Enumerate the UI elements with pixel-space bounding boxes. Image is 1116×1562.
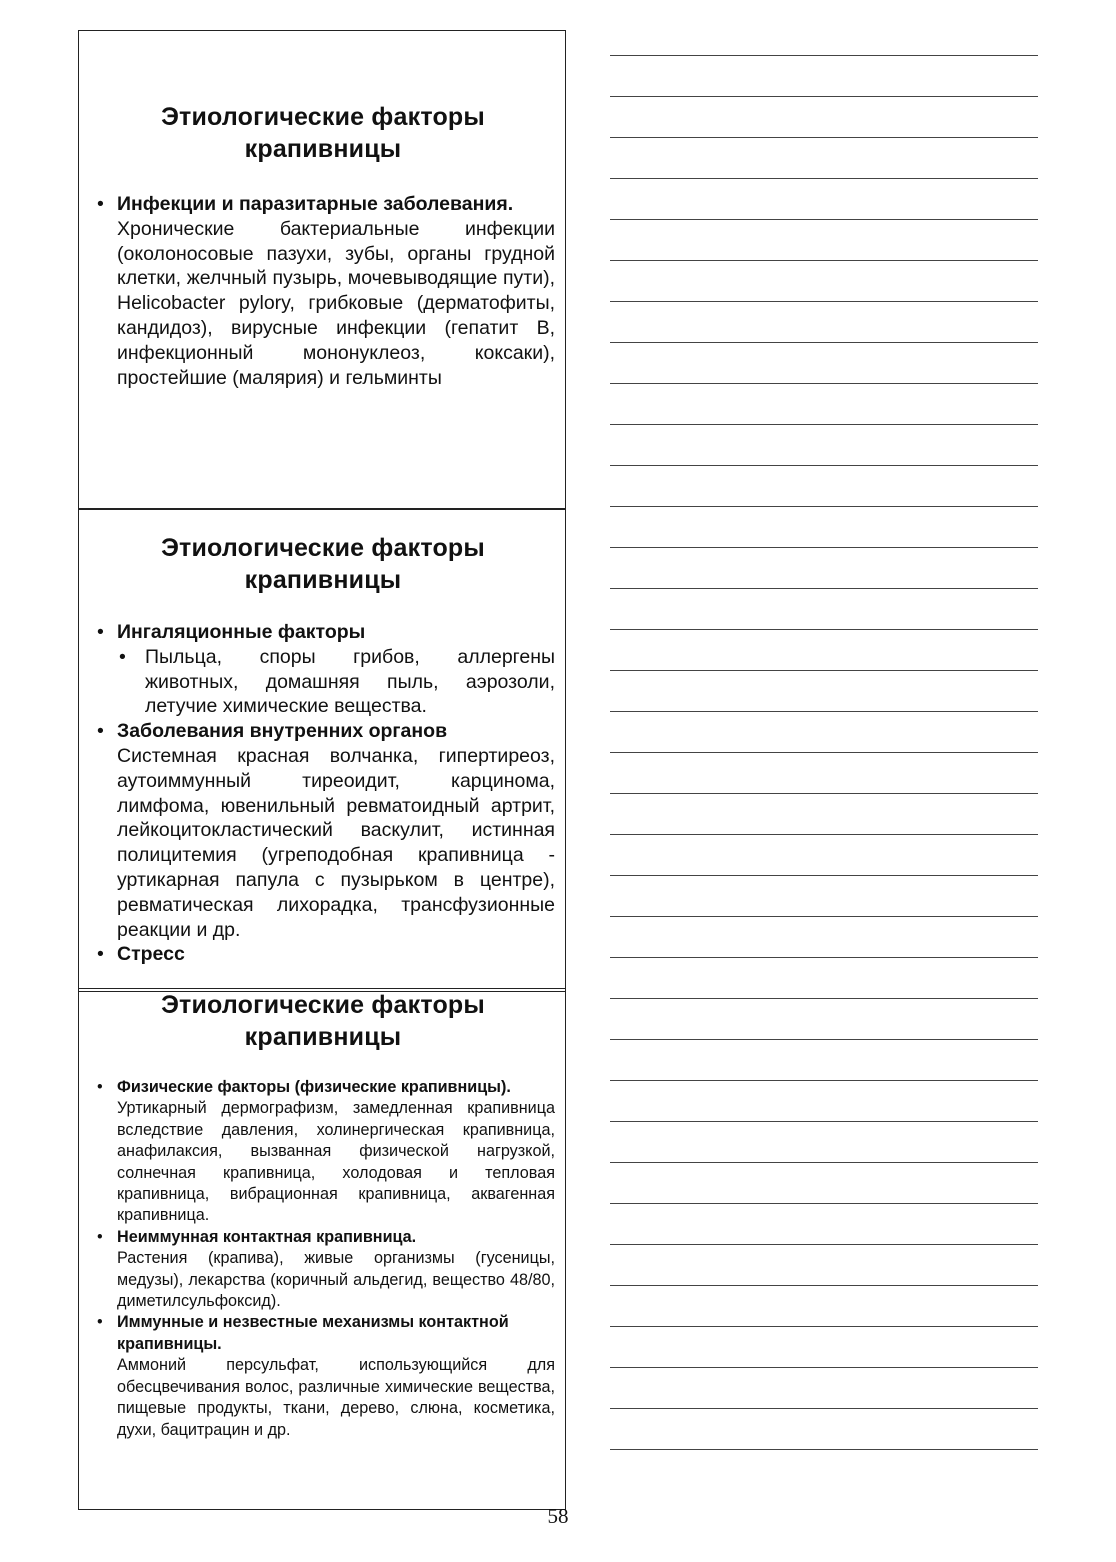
note-line: [610, 178, 1038, 179]
bullet-heading: • Заболевания внутренних органов: [117, 720, 448, 743]
bullet-item: [91, 719, 555, 942]
note-line: [610, 793, 1038, 794]
note-line: [610, 547, 1038, 548]
note-line: [610, 834, 1038, 835]
slide-1: [78, 30, 566, 510]
slide-title-line2: крапивницы: [244, 135, 402, 163]
note-line: [610, 55, 1038, 56]
bullet-heading: • Инфекции и паразитарные заболевания.: [117, 193, 514, 215]
bullet-text: Аммоний персульфат, использующийся для обесцвечивания волос, различные химические вещества, пищевые продукты, ткани, дерево, слюна, косметика, духи, бацитрацин и др.: [117, 1356, 555, 1439]
bullet-text: Хронические бактериальные инфекции (околоносовые пазухи, зубы, органы грудной клетки, желчный пузырь, мочевыводящие пути), Helicobacter pylory, грибковые (дерматофиты, кандидоз), вирусные инфекции (гепатит В, инфекционный мононуклеоз, коксаки), простейшие (малярия) и гельминты: [117, 217, 555, 389]
note-line: [610, 424, 1038, 425]
note-line: [610, 1449, 1038, 1450]
note-line: [610, 916, 1038, 917]
bullet-heading: • Ингаляционные факторы: [117, 621, 366, 643]
note-line: [610, 629, 1038, 630]
bullet-text: Растения (крапива), живые организмы (гусеницы, медузы), лекарства (коричный альдегид, вещество 48/80, диметилсульфоксид).: [117, 1249, 555, 1311]
note-line: [610, 465, 1038, 466]
slide-title-line2: крапивницы: [244, 1023, 402, 1051]
slide-title-line1: Этиологические факторы: [161, 103, 485, 131]
note-line: [610, 137, 1038, 138]
slide-title-line1: Этиологические факторы: [161, 991, 485, 1019]
note-line: [610, 383, 1038, 384]
bullet-heading: • Физические факторы (физические крапивницы).: [117, 1078, 511, 1096]
note-line: [610, 1285, 1038, 1286]
bullet-heading: • Неиммунная контактная крапивница.: [117, 1227, 417, 1246]
note-line: [610, 957, 1038, 958]
slide-title-line2: крапивницы: [244, 566, 402, 594]
note-line: [610, 260, 1038, 261]
note-line: [610, 711, 1038, 712]
bullet-item: [91, 1227, 555, 1313]
slide-title: [91, 509, 555, 596]
bullet-item: [91, 192, 555, 390]
note-line: [610, 506, 1038, 507]
bullet-item: [91, 1077, 555, 1227]
note-line: [610, 670, 1038, 671]
note-lines-column: [610, 0, 1038, 1480]
note-line: [610, 875, 1038, 876]
note-line: [610, 1326, 1038, 1327]
slide-3: [78, 988, 566, 1510]
note-line: [610, 1244, 1038, 1245]
note-line: [610, 998, 1038, 999]
bullet-heading: • Стресс: [117, 943, 185, 966]
sub-bullet-text: • Пыльца, споры грибов, аллергены животных, домашняя пыль, аэрозоли, летучие химические вещества.: [117, 645, 555, 719]
slide-title-line1: Этиологические факторы: [161, 534, 485, 562]
slide-2: [78, 508, 566, 992]
note-line: [610, 1367, 1038, 1368]
note-line: [610, 219, 1038, 220]
page-number: 58: [547, 1504, 569, 1528]
bullet-text: Уртикарный дермографизм, замедленная крапивница вследствие давления, холинергическая крапивница, анафилаксия, вызванная физической нагрузкой, солнечная крапивница, холодовая и тепловая крапивница, вибрационная крапивница, аквагенная крапивница.: [117, 1099, 555, 1225]
note-line: [610, 752, 1038, 753]
note-line: [610, 1408, 1038, 1409]
note-line: [610, 342, 1038, 343]
note-line: [610, 1039, 1038, 1040]
note-line: [610, 1080, 1038, 1081]
bullet-item: [91, 620, 555, 719]
bullet-text: Системная красная волчанка, гипертиреоз, аутоиммунный тиреоидит, карцинома, лимфома, ювенильный ревматоидный артрит, лейкоцитокластический васкулит, истинная полицитемия (угреподобная крапивница - уртикарная папула с пузырьком в центре), ревматическая лихорадка, трансфузионные реакции и др.: [117, 744, 555, 941]
note-line: [610, 1162, 1038, 1163]
slide-title: [91, 31, 555, 165]
note-line: [610, 588, 1038, 589]
bullet-item: [91, 1312, 555, 1440]
note-line: [610, 1121, 1038, 1122]
note-line: [610, 1203, 1038, 1204]
note-line: [610, 96, 1038, 97]
bullet-item: [91, 942, 555, 967]
bullet-heading: • Иммунные и незвестные механизмы контактной крапивницы.: [117, 1313, 509, 1353]
slide-title: [91, 989, 555, 1053]
note-line: [610, 301, 1038, 302]
